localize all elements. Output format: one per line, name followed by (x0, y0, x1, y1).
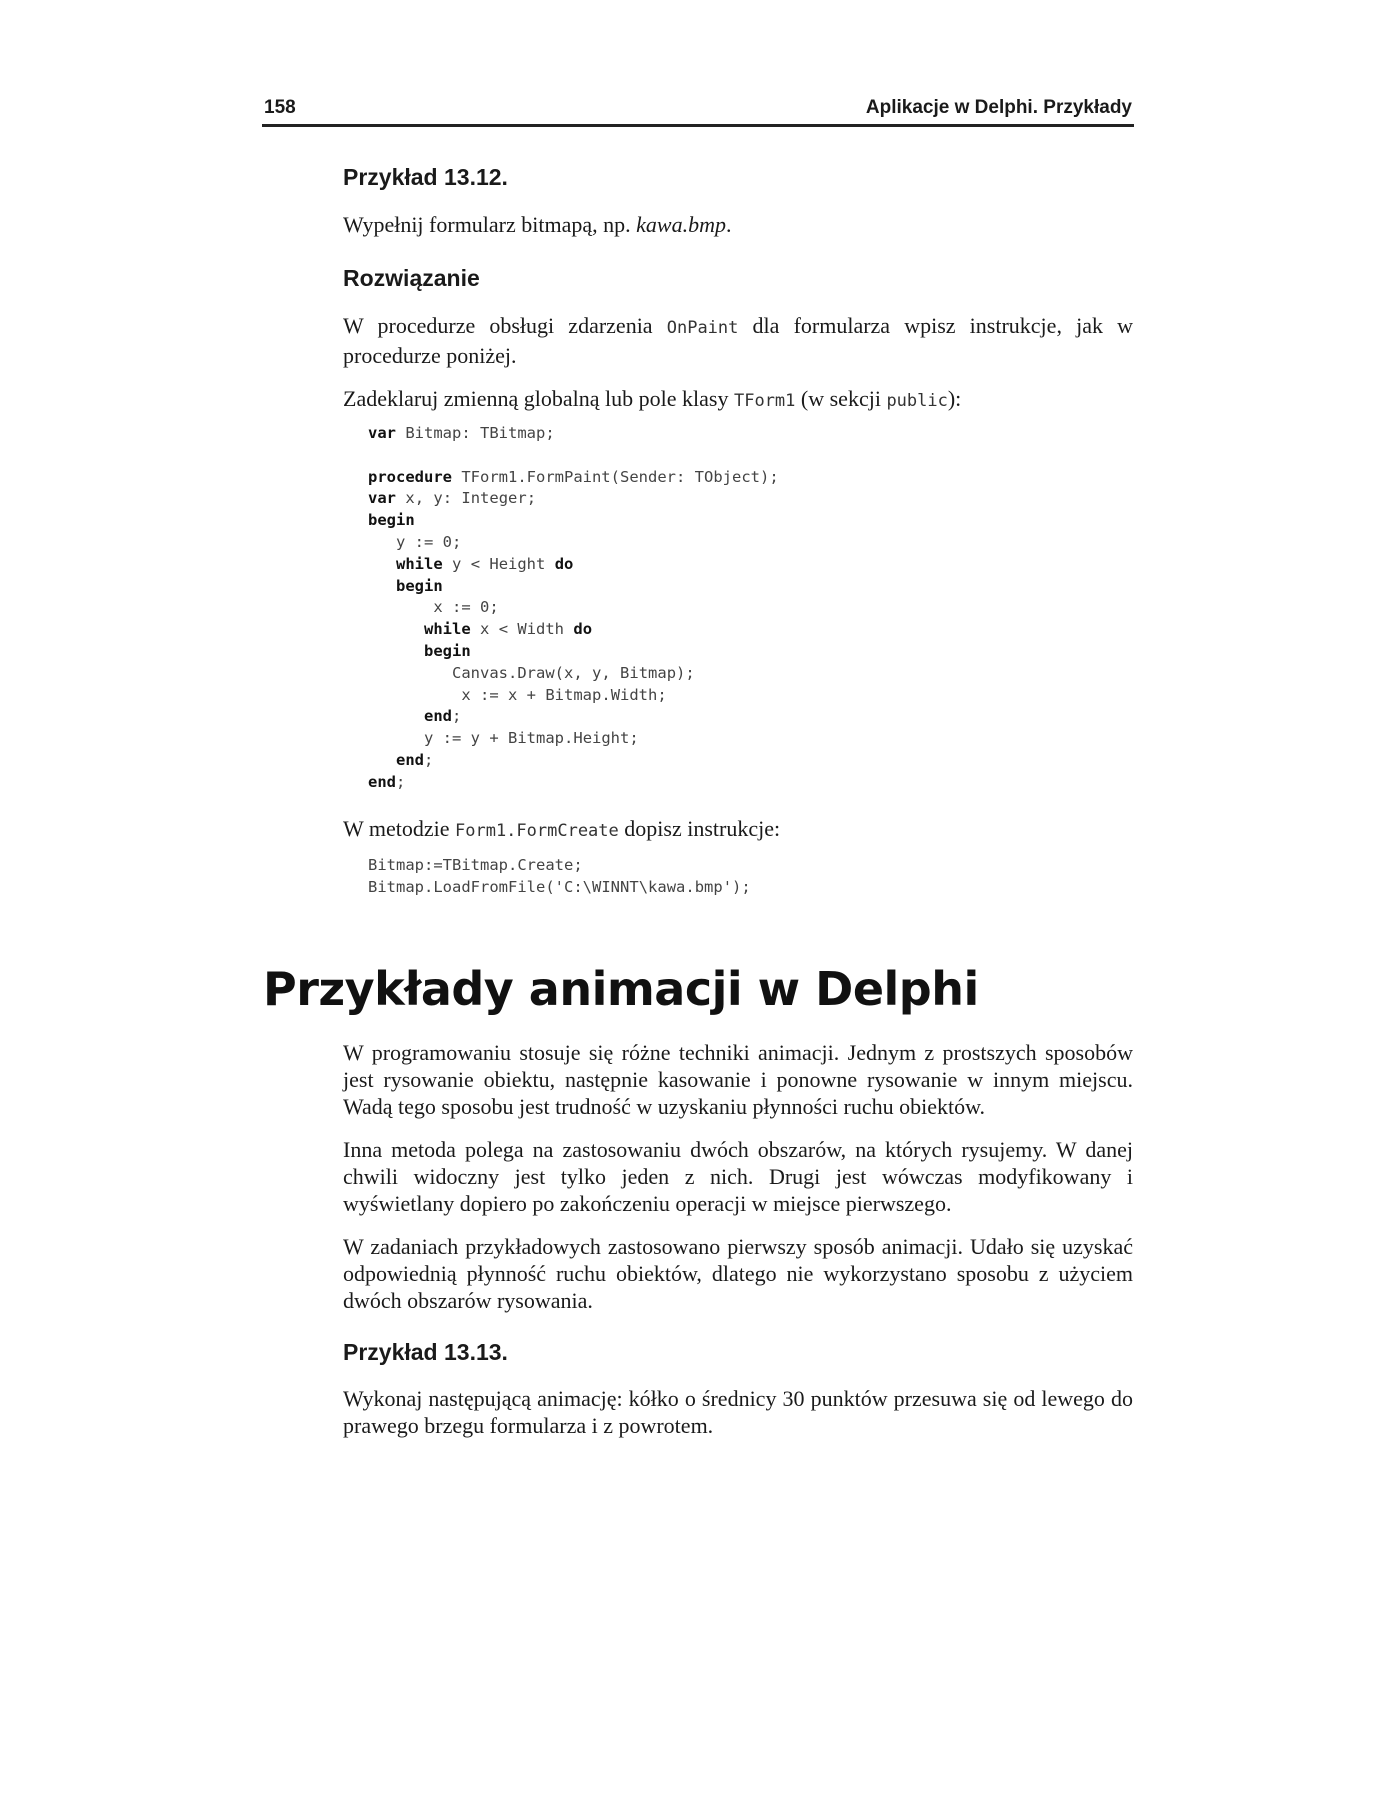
section-paragraph-2: Inna metoda polega na zastosowaniu dwóch obszarów, na których rysujemy. W danej chwili widoczny jest tylko jeden z nich. Drugi jest wówczas modyfikowany i wyświetlany dopiero po zakończeniu operacji w miejsce pierwszego. (343, 1137, 1133, 1216)
running-header (262, 96, 1134, 127)
code-block-2-line: Bitmap:=TBitmap.Create; (368, 856, 583, 874)
text-span: dopisz instrukcje: (618, 816, 781, 841)
example-heading-13-12: Przykład 13.12. (343, 164, 508, 190)
example-heading-13-13: Przykład 13.13. (343, 1339, 508, 1365)
inline-code-onpaint: OnPaint (666, 318, 739, 338)
code-block-1-line: end; (424, 707, 462, 726)
code-block-1-line: var x, y: Integer; (368, 489, 537, 508)
section-paragraph-1: W programowaniu stosuje się różne techniki animacji. Jednym z prostszych sposobów jest rysowanie obiektu, następnie kasowanie i ponowne rysowanie w innym miejscu. Wadą tego sposobu jest trudność w uzyskaniu płynności ruchu obiektów. (343, 1040, 1133, 1119)
page-number: 158 (264, 97, 296, 118)
code-block-1-line: end; (368, 772, 406, 791)
code-block-1-line: Canvas.Draw(x, y, Bitmap); (452, 663, 695, 682)
code-block-1-line: x := 0; (433, 598, 499, 617)
task-text: Wypełnij formularz bitmapą, np. (343, 212, 637, 237)
task-text-end: . (725, 212, 732, 237)
section-paragraph-3: W zadaniach przykładowych zastosowano pierwszy sposób animacji. Udało się uzyskać odpowiednią płynność ruchu obiektów, dlatego nie wykorzystano sposobu z użyciem dwóch obszarów rysowania. (343, 1234, 1133, 1313)
code-block-1-line: end; (396, 750, 434, 769)
section-heading: Przykłady animacji w Delphi (263, 962, 979, 1016)
code-block-2-line: Bitmap.LoadFromFile('C:\WINNT\kawa.bmp'); (368, 877, 751, 896)
code-block-formcreate (368, 855, 751, 899)
code-block-1-line (368, 445, 779, 467)
solution-heading: Rozwiązanie (343, 265, 480, 291)
inline-code-formcreate: Form1.FormCreate (455, 821, 619, 841)
text-span: (w sekcji (795, 386, 887, 411)
solution-paragraph-2 (343, 385, 1133, 415)
example-task-13-12 (343, 211, 1133, 238)
code-block-1-line: y := y + Bitmap.Height; (424, 729, 639, 748)
task-filename: kawa.bmp (636, 212, 726, 237)
text-span: Zadeklaruj zmienną globalną lub pole klasy (343, 386, 734, 411)
running-title: Aplikacje w Delphi. Przykłady (865, 97, 1132, 118)
code-block-1-line: while y < Height do (396, 554, 574, 573)
inline-code-tform1: TForm1 (733, 391, 796, 411)
example-task-13-13: Wykonaj następującą animację: kółko o średnicy 30 punktów przesuwa się od lewego do prawego brzegu formularza i z powrotem. (343, 1386, 1133, 1438)
code-block-1-line: begin (396, 576, 443, 595)
code-block-1-line: while x < Width do (424, 620, 593, 639)
code-block-1-line: begin (424, 641, 471, 660)
inline-code-public: public (886, 391, 948, 411)
code-block-1-line: y := 0; (396, 532, 462, 551)
text-span: W metodzie (343, 816, 455, 841)
code-block-formpaint (368, 423, 779, 794)
text-span: ): (947, 386, 962, 411)
code-block-1-line: x := x + Bitmap.Width; (461, 685, 667, 704)
text-span: dla formularza wpisz instrukcje, jak w procedurze poniżej. (343, 313, 1133, 368)
solution-paragraph-1 (343, 312, 1133, 369)
code-block-1-line: begin (368, 511, 415, 530)
code-block-1-line: var Bitmap: TBitmap; (368, 424, 555, 442)
text-span: W procedurze obsługi zdarzenia (343, 313, 667, 338)
code-block-1-line: procedure TForm1.FormPaint(Sender: TObject); (368, 467, 779, 486)
method-paragraph (343, 815, 1133, 845)
